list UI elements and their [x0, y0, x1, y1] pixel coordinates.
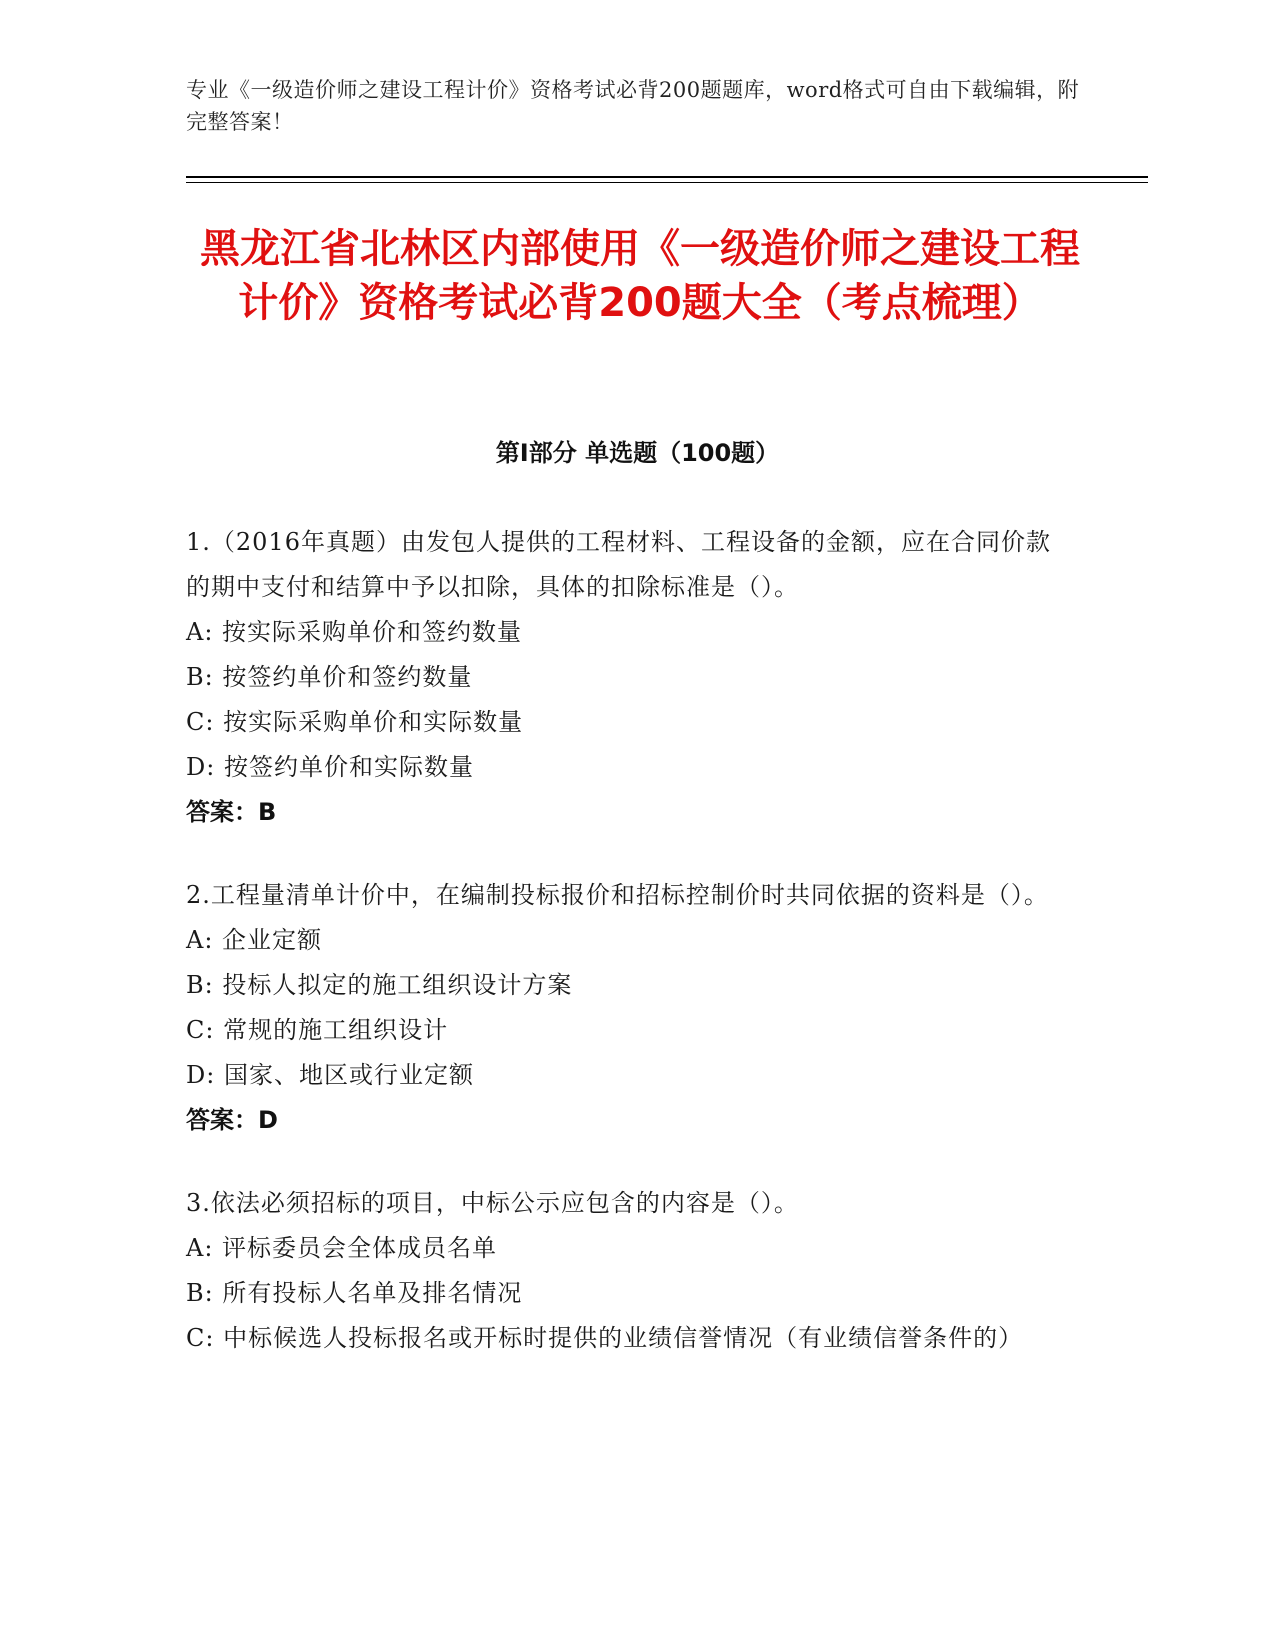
option-c: C: 中标候选人投标报名或开标时提供的业绩信誉情况（有业绩信誉条件的） — [186, 1324, 1024, 1352]
question-stem: 3.依法必须招标的项目，中标公示应包含的内容是（）。 — [186, 1189, 799, 1217]
option-d: D: 国家、地区或行业定额 — [186, 1061, 474, 1089]
question-1 — [186, 520, 1066, 835]
question-2 — [186, 873, 1066, 1143]
option-d: D: 按签约单价和实际数量 — [186, 753, 474, 781]
header-note: 专业《一级造价师之建设工程计价》资格考试必背200题题库，word格式可自由下载编辑，附完整答案！ — [186, 78, 1080, 134]
section-heading: 第I部分 单选题（100题） — [495, 439, 780, 467]
option-a: A: 按实际采购单价和签约数量 — [186, 618, 523, 646]
option-b: B: 按签约单价和签约数量 — [186, 663, 473, 691]
option-a: A: 评标委员会全体成员名单 — [186, 1234, 498, 1262]
option-b: B: 投标人拟定的施工组织设计方案 — [186, 971, 573, 999]
question-stem: 1.（2016年真题）由发包人提供的工程材料、工程设备的金额，应在合同价款的期中支付和结算中予以扣除，具体的扣除标准是（）。 — [186, 528, 1051, 601]
answer: 答案：B — [186, 798, 277, 826]
header-rule-thick — [186, 176, 1148, 178]
option-b: B: 所有投标人名单及排名情况 — [186, 1279, 523, 1307]
question-3 — [186, 1181, 1066, 1361]
answer: 答案：D — [186, 1106, 278, 1134]
option-c: C: 常规的施工组织设计 — [186, 1016, 449, 1044]
question-list — [186, 520, 1066, 1399]
question-stem: 2.工程量清单计价中，在编制投标报价和招标控制价时共同依据的资料是（）。 — [186, 881, 1049, 909]
option-c: C: 按实际采购单价和实际数量 — [186, 708, 524, 736]
header-rule-thin — [186, 182, 1148, 183]
document-title: 黑龙江省北林区内部使用《一级造价师之建设工程计价》资格考试必背200题大全（考点梳理） — [200, 226, 1080, 326]
option-a: A: 企业定额 — [186, 926, 323, 954]
